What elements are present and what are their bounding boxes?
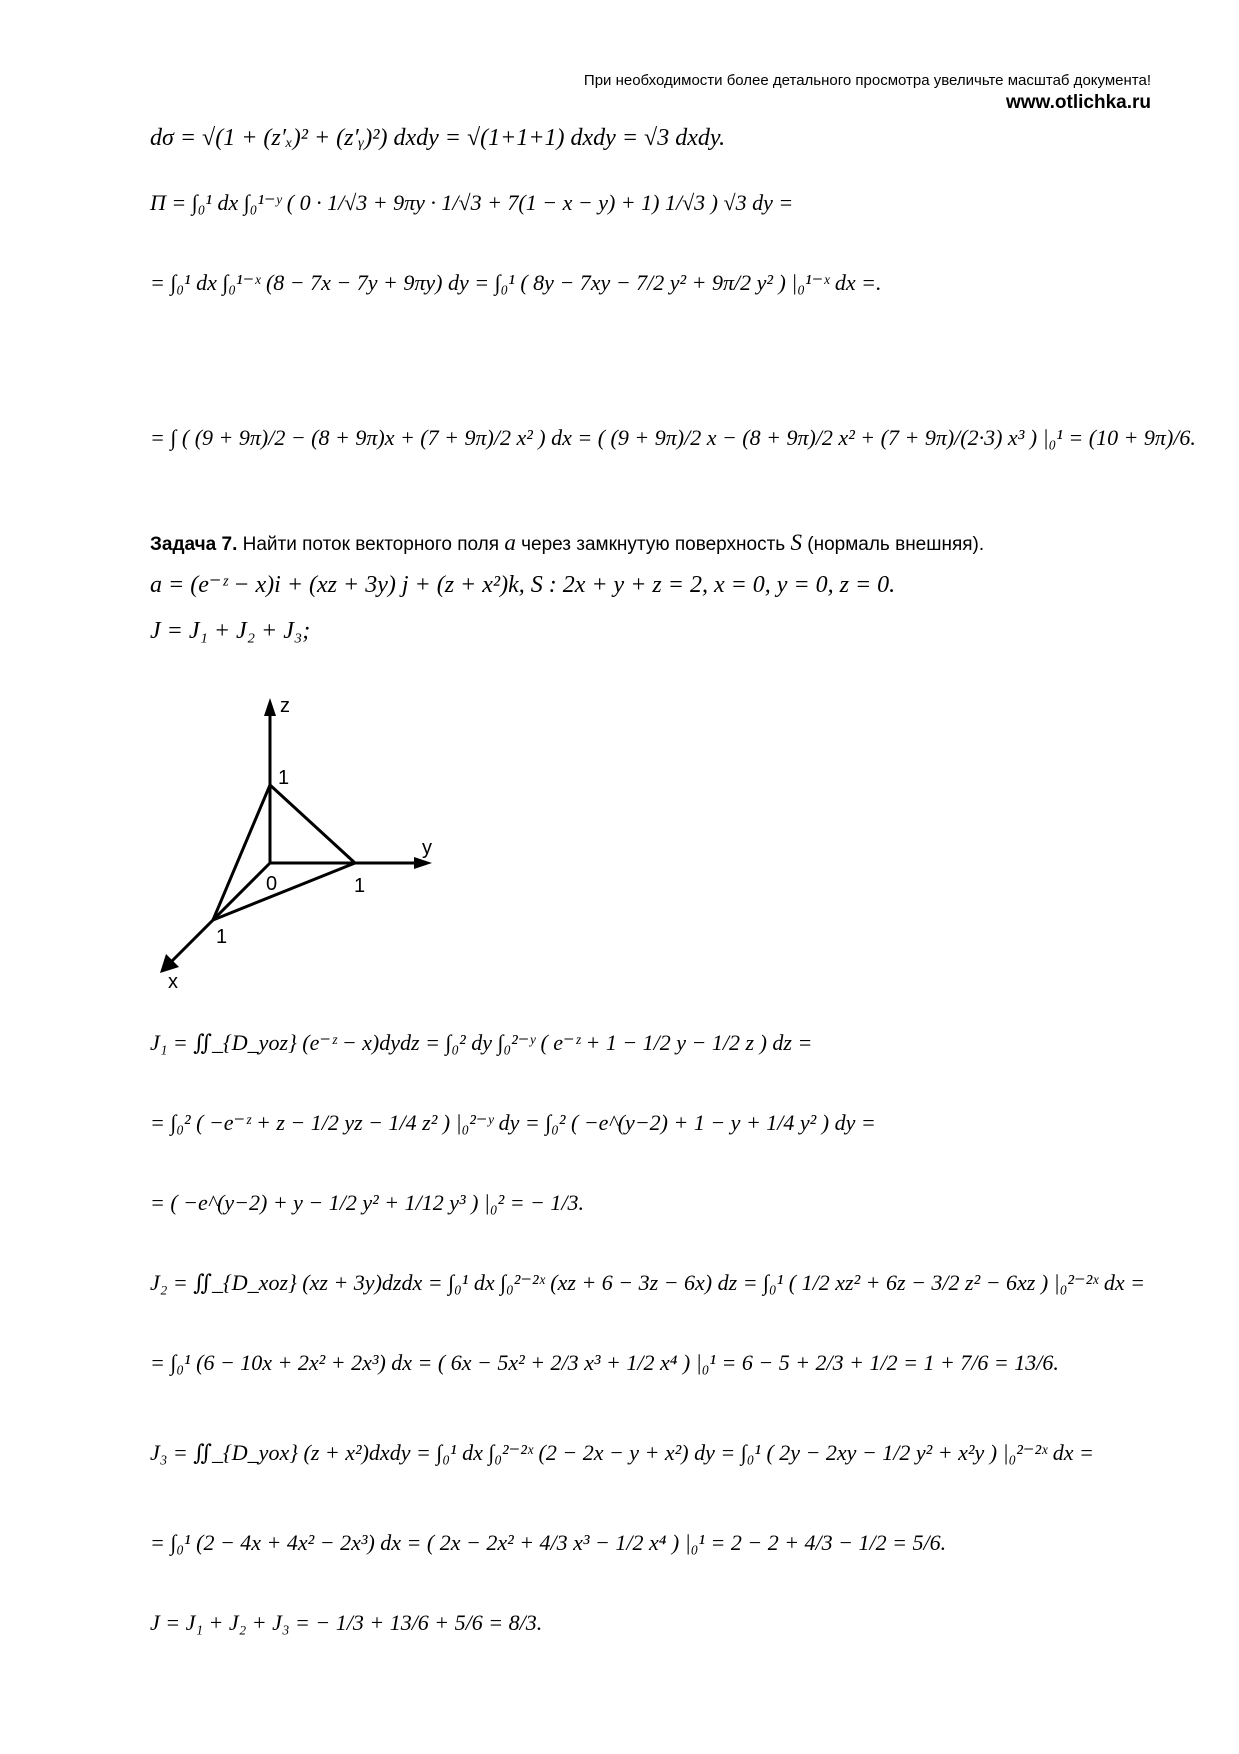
- task-var-a: a: [504, 530, 516, 555]
- formula-j3-result: = ∫₀¹ (2 − 4x + 4x² − 2x³) dx = ( 2x − 2x² + 4/3 x³ − 1/2 x⁴ ) |₀¹ = 2 − 2 + 4/3 − 1/2 = 5/6.: [150, 1530, 947, 1555]
- axis-label-z: z: [280, 695, 290, 717]
- tetrahedron-diagram: [150, 690, 450, 1000]
- formula-j1-def: J₁ = ∬_{D_yoz} (e⁻ᶻ − x)dydz = ∫₀² dy ∫₀²⁻ʸ ( e⁻ᶻ + 1 − 1/2 y − 1/2 z ) dz =: [150, 1030, 813, 1055]
- formula-flux-inner: = ∫₀¹ dx ∫₀¹⁻ˣ (8 − 7x − 7y + 9πy) dy = ∫₀¹ ( 8y − 7xy − 7/2 y² + 9π/2 y² ) |₀¹⁻ˣ dx =.: [150, 270, 882, 295]
- axis-label-x: x: [168, 971, 178, 993]
- formula-vector-field: a = (e⁻ᶻ − x)i + (xz + 3y) j + (z + x²)k, S : 2x + y + z = 2, x = 0, y = 0, z = 0.: [150, 572, 896, 598]
- formula-j2-def: J₂ = ∬_{D_xoz} (xz + 3y)dzdx = ∫₀¹ dx ∫₀²⁻²ˣ (xz + 6 − 3z − 6x) dz = ∫₀¹ ( 1/2 xz² + 6z − 3/2 z² − 6xz ) |₀²⁻²ˣ dx =: [150, 1270, 1146, 1295]
- formula-flux-result: = ∫ ( (9 + 9π)/2 − (8 + 9π)x + (7 + 9π)/2 x² ) dx = ( (9 + 9π)/2 x − (8 + 9π)/2 x² + (7 + 9π)/(2·3) x³ ) |₀¹ = (10 + 9π)/6.: [150, 425, 1196, 450]
- formula-j-sum: J = J₁ + J₂ + J₃;: [150, 618, 311, 644]
- formula-j3-def: J₃ = ∬_{D_yox} (z + x²)dxdy = ∫₀¹ dx ∫₀²⁻²ˣ (2 − 2x − y + x²) dy = ∫₀¹ ( 2y − 2xy − 1/2 y² + x²y ) |₀²⁻²ˣ dx =: [150, 1440, 1094, 1465]
- z-arrowhead: [264, 698, 276, 716]
- formula-flux-setup: Π = ∫₀¹ dx ∫₀¹⁻ʸ ( 0 · 1/√3 + 9πy · 1/√3 + 7(1 − x − y) + 1) 1/√3 ) √3 dy =: [150, 190, 794, 215]
- task-7-statement: [150, 530, 984, 556]
- formula-j-total: J = J₁ + J₂ + J₃ = − 1/3 + 13/6 + 5/6 = 8/3.: [150, 1610, 543, 1635]
- task-var-s: S: [790, 530, 802, 555]
- formula-j2-result: = ∫₀¹ (6 − 10x + 2x² + 2x³) dx = ( 6x − 5x² + 2/3 x³ + 1/2 x⁴ ) |₀¹ = 6 − 5 + 2/3 + 1/2 = 1 + 7/6 = 13/6.: [150, 1350, 1059, 1375]
- formula-dsigma: dσ = √(1 + (z′ₓ)² + (z′ᵧ)²) dxdy = √(1+1+1) dxdy = √3 dxdy.: [150, 125, 726, 151]
- edge-z-y: [270, 785, 355, 863]
- tick-label-x: 1: [216, 926, 228, 948]
- header-note: При необходимости более детального просмотра увеличьте масштаб документа!: [583, 72, 1151, 89]
- task-text-1: Найти поток векторного поля: [237, 534, 505, 555]
- task-label: Задача 7.: [150, 534, 238, 555]
- header-site-link[interactable]: www.otlichka.ru: [1006, 92, 1151, 113]
- axis-label-y: y: [422, 837, 432, 859]
- formula-j1-step: = ∫₀² ( −e⁻ᶻ + z − 1/2 yz − 1/4 z² ) |₀²⁻ʸ dy = ∫₀² ( −e^(y−2) + 1 − y + 1/4 y² ) dy =: [150, 1110, 876, 1135]
- tick-label-z: 1: [278, 767, 290, 789]
- x-axis-line: [168, 863, 270, 965]
- formula-j1-result: = ( −e^(y−2) + y − 1/2 y² + 1/12 y³ ) |₀² = − 1/3.: [150, 1190, 584, 1215]
- tick-label-y: 1: [354, 875, 366, 897]
- task-text-2: через замкнутую поверхность: [515, 534, 791, 555]
- origin-label: 0: [266, 873, 278, 895]
- task-text-3: (нормаль внешняя).: [801, 534, 985, 555]
